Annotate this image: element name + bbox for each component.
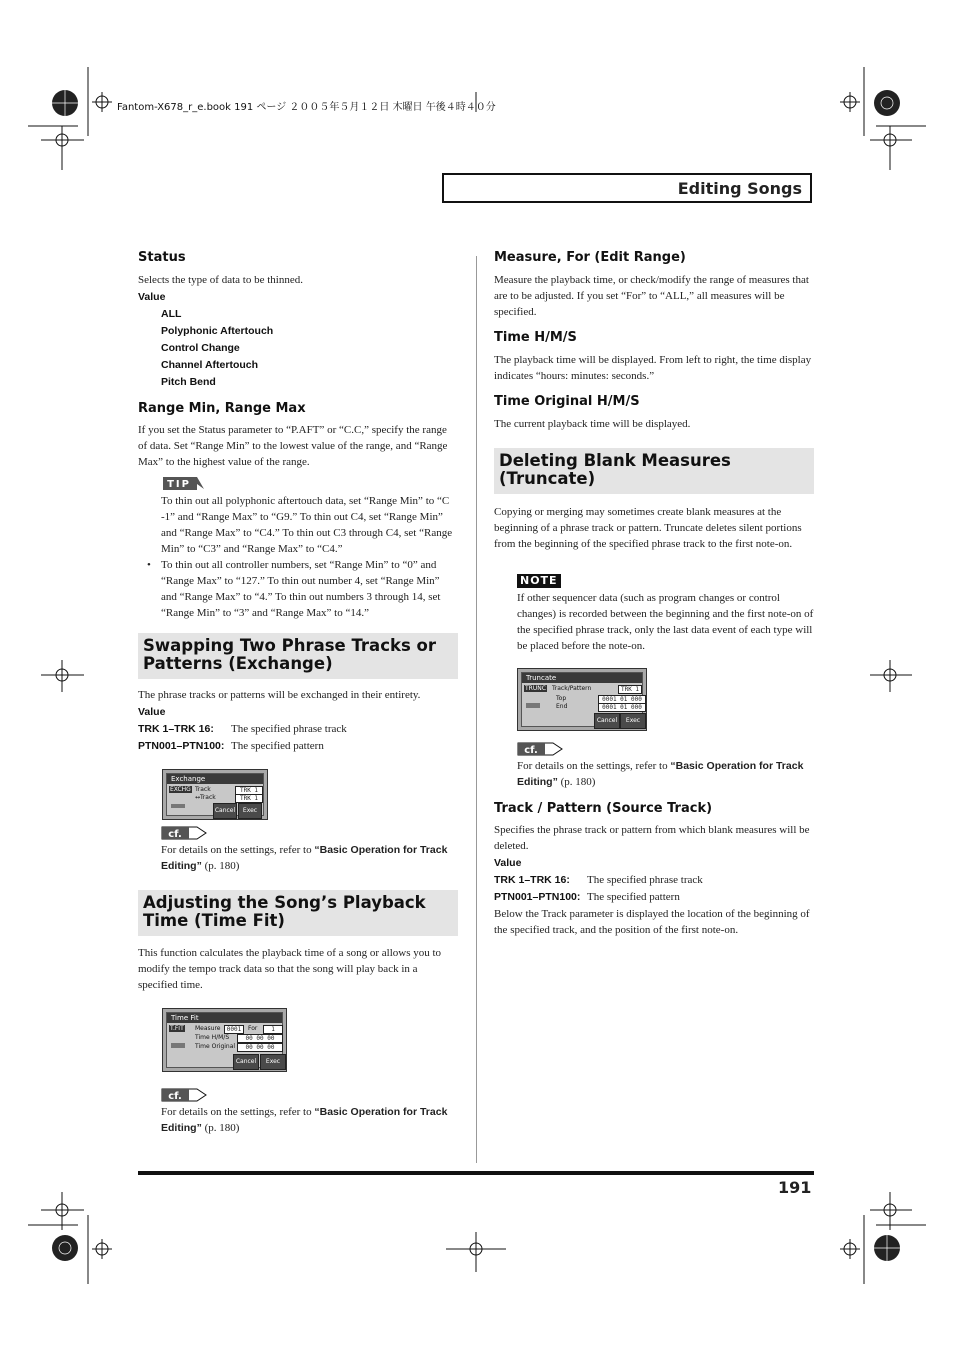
truncate-heading: Deleting Blank Measures (Truncate) — [499, 451, 731, 488]
exchange-screen-exec: Exec — [238, 803, 262, 819]
truncate-screen-mode: TRUNC — [525, 685, 546, 692]
exchange-screenshot — [162, 769, 268, 820]
timefit-screen-hms1: 00 00 00 — [237, 1034, 283, 1043]
status-desc: Selects the type of data to be thinned. — [138, 274, 303, 286]
truncate-ref-pre: For details on the settings, refer to — [517, 760, 671, 772]
status-value-bend: Pitch Bend — [161, 376, 216, 388]
tip-text-1: To thin out all polyphonic aftertouch data, set “Range Min” to “C -1” and “Range Max” to “G9.” To thin out C4, set “Range Min” and “Range Max” to “C4.” To thin out C3 through C4, set “Range Min” to “C3” and “Range Max” to “C4.” — [161, 495, 453, 555]
exchange-screen-title: Exchange — [167, 774, 263, 784]
timefit-screen-for: For — [248, 1025, 258, 1032]
truncate-screen-title: Truncate — [522, 673, 642, 683]
timefit-reference — [161, 1104, 458, 1136]
status-value-all: ALL — [161, 308, 182, 320]
truncate-screen-graphic — [526, 703, 540, 708]
timefit-screen-measure-val: 0001 — [224, 1025, 244, 1034]
timefit-screen-measure: Measure — [195, 1025, 221, 1032]
timefit-screen-mode: T.FIT — [170, 1025, 184, 1032]
exchange-ref-pre: For details on the settings, refer to — [161, 844, 315, 856]
timefit-screen-title: Time Fit — [167, 1013, 282, 1023]
registration-mark-bottom-right — [840, 1192, 926, 1284]
range-desc: If you set the Status parameter to “P.AFT” or “C.C,” specify the range of data. Set “Range Min” to the lowest value of the range, and “Range Max” to the highest value of the range. — [138, 424, 448, 468]
truncate-screen-exec: Exec — [620, 713, 646, 729]
status-value-label: Value — [138, 291, 166, 303]
source-desc: Specifies the phrase track or pattern from which blank measures will be deleted. — [494, 824, 810, 852]
status-value-cc: Control Change — [161, 342, 240, 354]
registration-mark-mid-right — [870, 660, 912, 692]
exchange-row-ptn-desc: The specified pattern — [231, 740, 324, 752]
cf-icon — [161, 1088, 207, 1102]
measure-heading: Measure, For (Edit Range) — [494, 250, 686, 265]
time-hms-heading: Time H/M/S — [494, 330, 577, 345]
status-value-chaft: Channel Aftertouch — [161, 359, 259, 371]
svg-text:cf.: cf. — [168, 829, 182, 840]
timefit-desc: This function calculates the playback time of a song or allows you to modify the tempo track data so that the song will play back in a specified time. — [138, 947, 442, 991]
truncate-section-header — [494, 448, 814, 494]
time-original-heading: Time Original H/M/S — [494, 394, 640, 409]
exchange-screen-graphic — [171, 804, 185, 808]
exchange-screen-field1: TRK 1 — [235, 786, 263, 795]
truncate-ref-post: (p. 180) — [557, 776, 596, 788]
exchange-heading: Swapping Two Phrase Tracks or Patterns (Exchange) — [143, 636, 436, 673]
source-row-trk-name: TRK 1–TRK 16: — [494, 874, 570, 886]
exchange-row-trk-name: TRK 1–TRK 16: — [138, 723, 214, 735]
timefit-ref-post: (p. 180) — [201, 1122, 240, 1134]
column-divider — [476, 256, 477, 1163]
registration-mark-mid-left — [41, 660, 84, 692]
note-icon: NOTE — [517, 574, 561, 588]
source-row-ptn-name: PTN001–PTN100: — [494, 891, 581, 903]
chapter-title: Editing Songs — [677, 179, 802, 198]
truncate-screen-end: End — [556, 703, 568, 710]
range-heading: Range Min, Range Max — [138, 401, 306, 416]
cf-icon — [517, 742, 563, 756]
timefit-screen-exec: Exec — [260, 1054, 286, 1070]
truncate-desc: Copying or merging may sometimes create blank measures at the beginning of a phrase track or pattern. Truncate deletes silent portions from the beginning of the specified phrase track to the first note-on. — [494, 506, 802, 550]
status-heading: Status — [138, 250, 186, 265]
source-row-ptn-desc: The specified pattern — [587, 891, 680, 903]
svg-text:cf.: cf. — [168, 1091, 182, 1102]
time-hms-desc: The playback time will be displayed. From left to right, the time display indicates “hours: minutes: seconds.” — [494, 354, 812, 382]
timefit-screen-graphic — [171, 1043, 185, 1048]
exchange-section-header — [138, 633, 458, 679]
timefit-screenshot — [162, 1008, 287, 1072]
truncate-screen-top-val: 0001 01 000 — [598, 695, 646, 704]
truncate-screen-tp-val: TRK 1 — [618, 685, 642, 694]
truncate-screenshot — [517, 668, 647, 731]
measure-desc: Measure the playback time, or check/modify the range of measures that are to be adjusted. If you set “For” to “ALL,” all measures will be specified. — [494, 274, 809, 318]
exchange-value-label: Value — [138, 706, 166, 718]
truncate-note: If other sequencer data (such as program changes or control changes) is recorded between the beginning and the first note-on of the specified phrase track, only the last data event of each type will be placed before the note-on. — [517, 592, 814, 652]
source-heading: Track / Pattern (Source Track) — [494, 801, 713, 816]
registration-mark-top-left — [28, 67, 112, 170]
truncate-screen-top: Top — [556, 695, 567, 702]
exchange-desc: The phrase tracks or patterns will be exchanged in their entirety. — [138, 689, 421, 701]
tip-icon — [161, 476, 205, 491]
exchange-screen-track: Track — [195, 786, 211, 793]
truncate-reference — [517, 758, 814, 790]
truncate-screen-cancel: Cancel — [594, 713, 620, 729]
source-row-trk-desc: The specified phrase track — [587, 874, 703, 886]
timefit-screen-for-val: 1 — [263, 1025, 283, 1034]
svg-text:TIP: TIP — [167, 479, 191, 490]
exchange-ref-post: (p. 180) — [201, 860, 240, 872]
timefit-ref-pre: For details on the settings, refer to — [161, 1106, 315, 1118]
footer-rule — [138, 1171, 814, 1175]
exchange-row-ptn-name: PTN001–PTN100: — [138, 740, 225, 752]
timefit-heading: Adjusting the Song’s Playback Time (Time Fit) — [143, 893, 426, 930]
exchange-screen-field2: TRK 1 — [235, 794, 263, 803]
registration-mark-bottom-center — [446, 1232, 506, 1272]
time-original-desc: The current playback time will be displayed. — [494, 418, 691, 430]
registration-mark-top-right — [840, 67, 926, 170]
exchange-row-trk-desc: The specified phrase track — [231, 723, 347, 735]
exchange-ref-link: “Basic Operation for Track Editing” — [161, 844, 448, 872]
registration-mark-bottom-left — [28, 1192, 112, 1284]
tip-bullet: • — [147, 559, 151, 571]
source-after: Below the Track parameter is displayed the location of the beginning of the specified track, and the position of the first note-on. — [494, 908, 810, 936]
timefit-screen-time-hms: Time H/M/S — [195, 1034, 230, 1041]
timefit-screen-cancel: Cancel — [233, 1054, 259, 1070]
exchange-reference — [161, 842, 458, 874]
timefit-ref-link: “Basic Operation for Track Editing” — [161, 1106, 448, 1134]
exchange-screen-mode: EXCHG — [170, 786, 191, 793]
truncate-screen-end-val: 0001 01 000 — [598, 703, 646, 712]
exchange-screen-with-track: ↔Track — [195, 794, 216, 801]
cf-icon — [161, 826, 207, 840]
timefit-screen-hms2: 00 00 00 — [237, 1043, 283, 1052]
status-value-poly: Polyphonic Aftertouch — [161, 325, 274, 337]
tip-text-2: To thin out all controller numbers, set “Range Min” to “0” and “Range Max” to “127.” To thin out number 4, set “Range Min” and “Range Max” to “4.” To thin out numbers 3 through 14, set “Range Min” to “3” and “Range Max” to “14.” — [161, 559, 441, 619]
print-header: Fantom-X678_r_e.book 191 ページ ２００５年５月１２日 木曜日 午後４時４０分 — [117, 102, 496, 113]
timefit-section-header — [138, 890, 458, 936]
timefit-screen-time-orig: Time Original — [195, 1043, 236, 1050]
svg-text:cf.: cf. — [524, 745, 538, 756]
source-value-label: Value — [494, 857, 522, 869]
chapter-header — [442, 173, 812, 203]
exchange-screen-cancel: Cancel — [213, 803, 237, 819]
page-number: 191 — [778, 1178, 812, 1197]
truncate-screen-track-pattern: Track/Pattern — [552, 685, 592, 692]
truncate-ref-link: “Basic Operation for Track Editing” — [517, 760, 804, 788]
